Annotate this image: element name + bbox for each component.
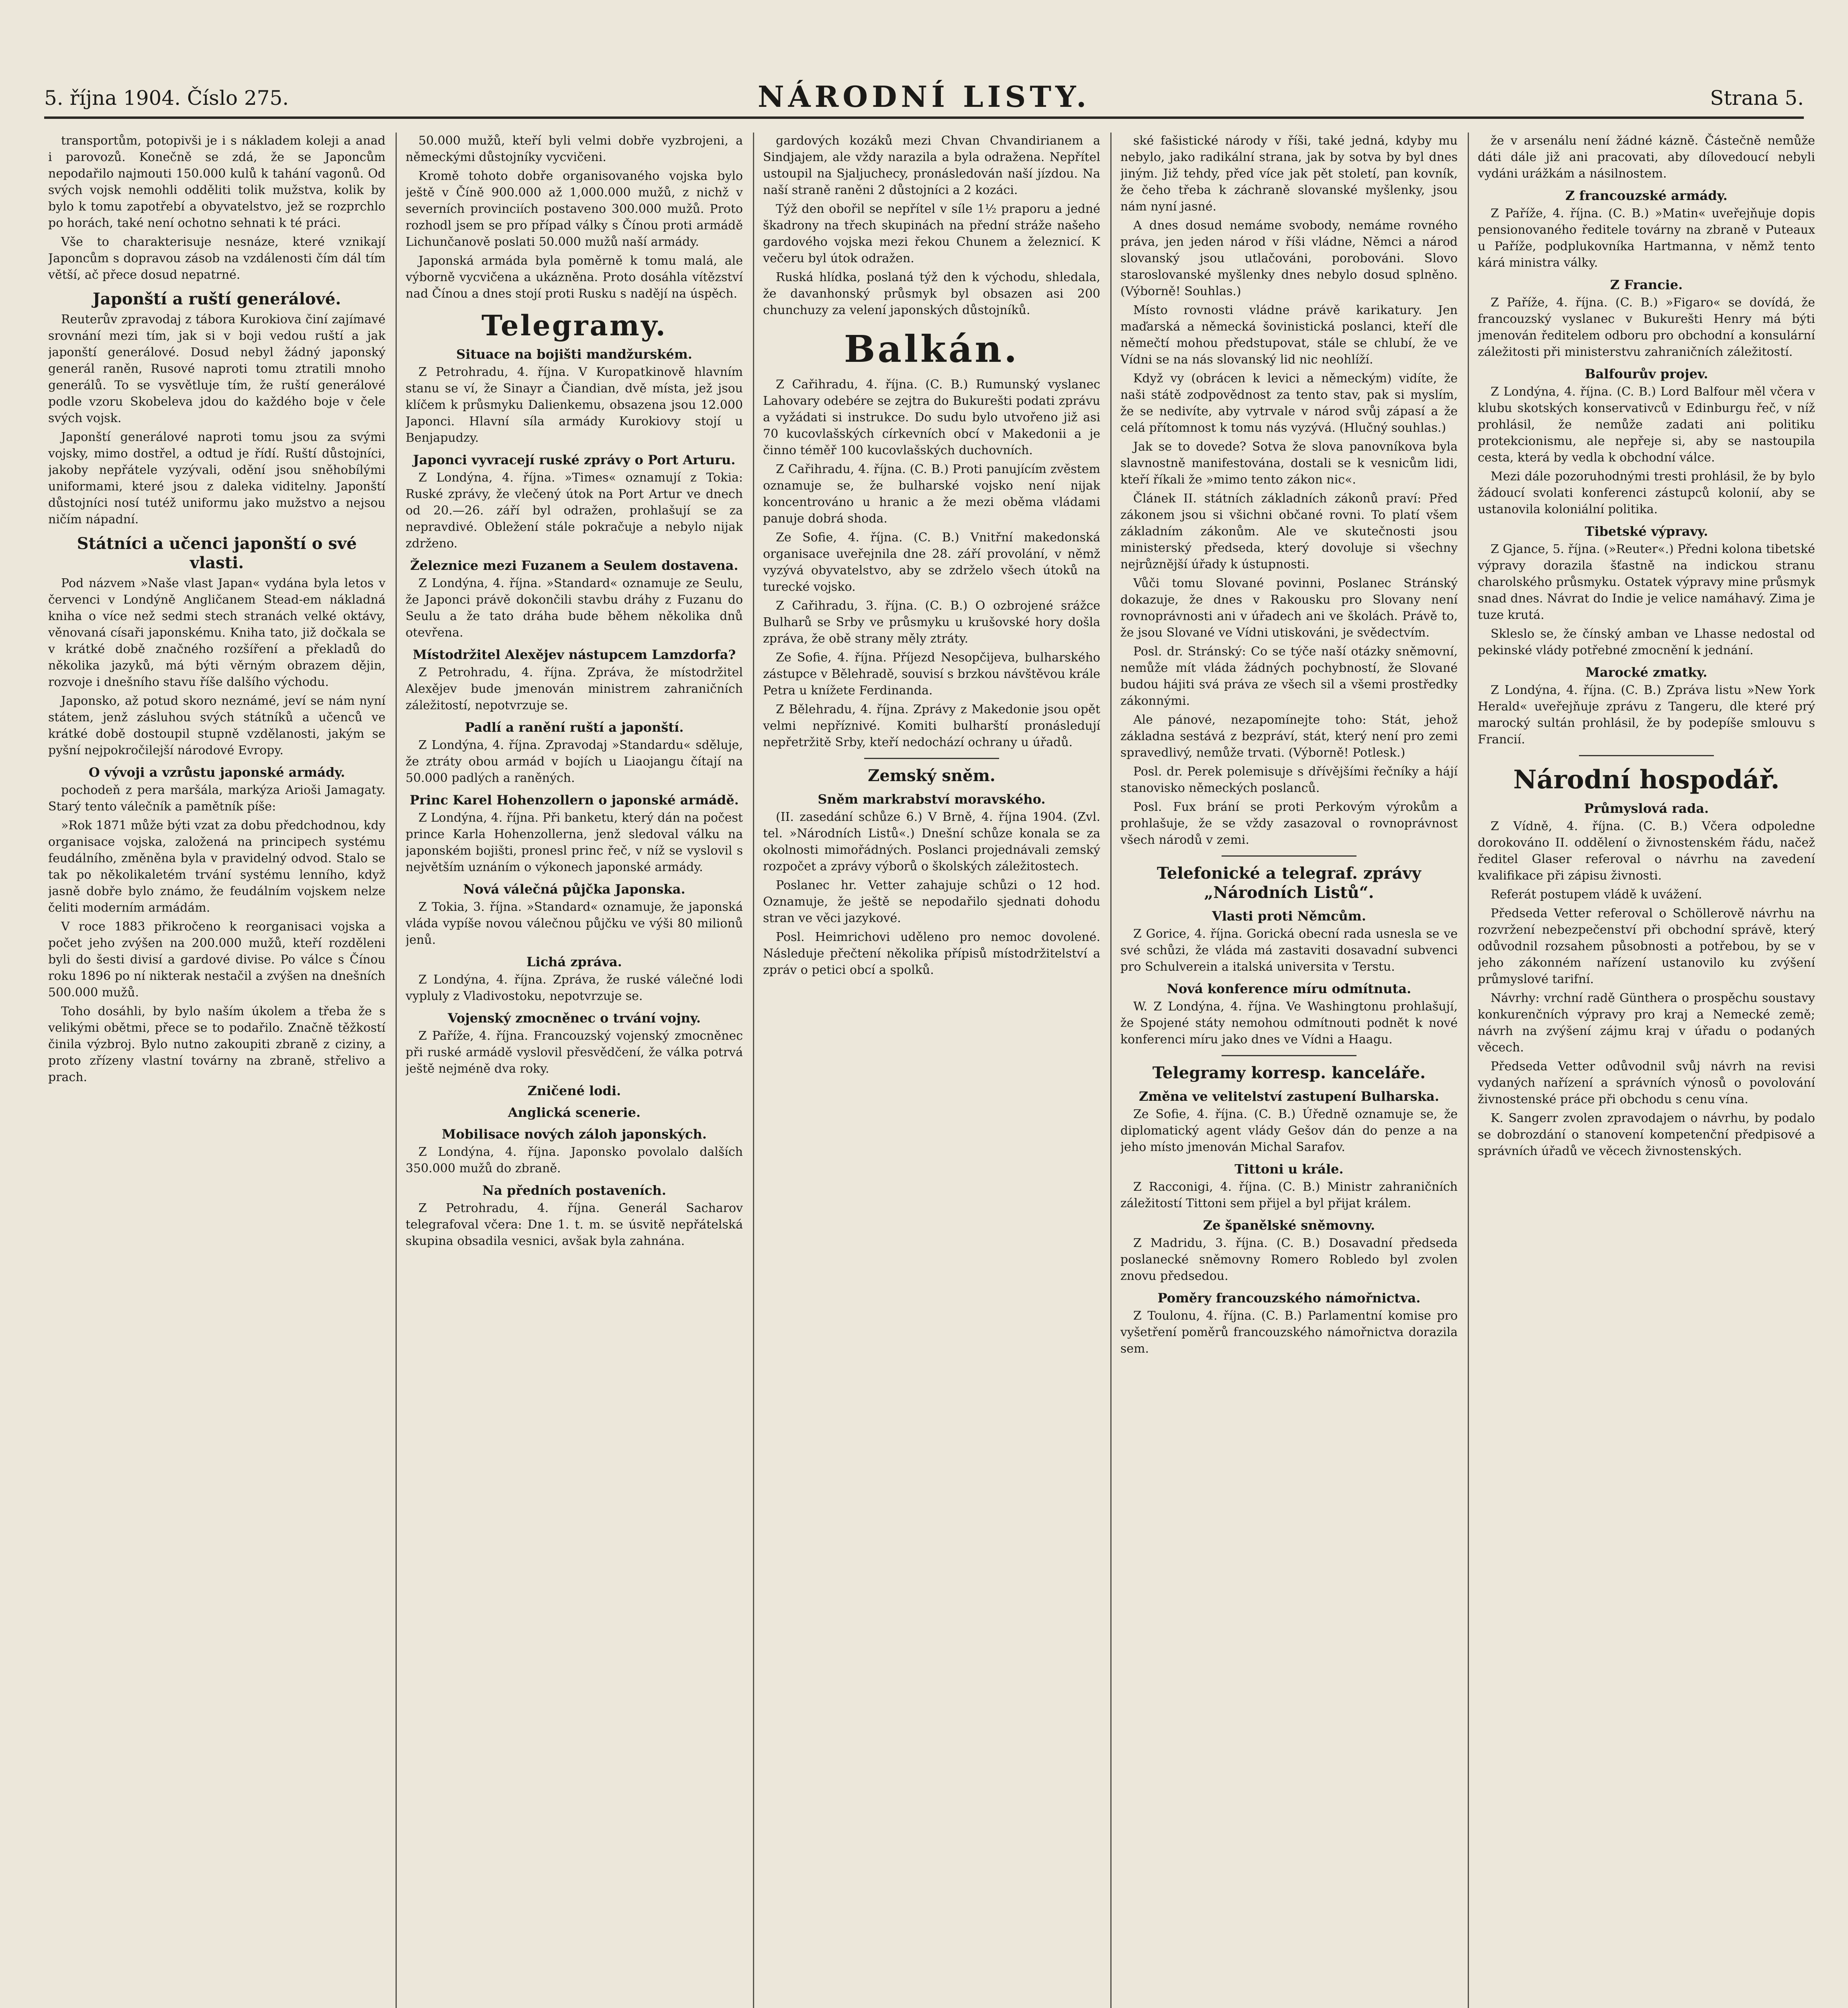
paragraph: Z Londýna, 4. října. »Standard« oznamuje ze Seulu, že Japonci právě dokončili stavbu dráhy z Fuzanu do Seulu a že tato dráha bude během několika dnů otevřena. <box>406 576 743 640</box>
paragraph: že v arsenálu není žádné kázně. Částečně nemůže dáti dále již ani pracovati, aby dílovedoucí nebyli vydáni urážkám a násilnostem. <box>1478 134 1815 181</box>
divider <box>1579 755 1714 756</box>
paragraph: Z Petrohradu, 4. října. V Kuropatkinově hlavním stanu se ví, že Sinayr a Čiandian, dvě místa, jež jsou klíčem k průsmyku Dalienkemu, obsazena jsou 12.000 Japonci. Hlavní síla armády Kurokiovy stojí u Benjapudzy. <box>406 365 743 445</box>
paragraph: Reuterův zpravodaj z tábora Kurokiova činí zajímavé srovnání mezi tím, jak si v boji vedou ruští a jak japonští generálové. Dosud nebyl žádný japonský generál raněn, Rusové naproti tomu ztratili mnoho generálů. To se vysvětluje tím, že ruští generálové podle vzoru Skobeleva jdou do každého boje v čele svých vojsk. <box>48 312 386 425</box>
paragraph: Vůči tomu Slované povinni, Poslanec Stránský dokazuje, že dnes v Rakousku pro Slovany není rovnoprávnosti ani v úřadech ani ve školách. Právě to, že jsou Slované ve Vídni utiskováni, je svědectvím. <box>1120 576 1458 640</box>
paragraph: Kromě tohoto dobře organisovaného vojska bylo ještě v Číně 900.000 až 1,000.000 mužů, z nichž v severních provinciích postaveno 300.000 mužů. Proto rozhodl jsem se pro případ války s Čínou proti armádě Lichunčanově poslati 50.000 mužů naší armády. <box>406 169 743 249</box>
paragraph: Mezi dále pozoruhodnými tresti prohlásil, že by bylo žádoucí svolati konferenci zástupců kolonií, aby se ustanovila koloniální politika. <box>1478 469 1815 516</box>
paragraph: Z Bělehradu, 4. října. Zprávy z Makedonie jsou opět velmi nepříznivé. Komiti bulharští pronásledují nepřetržitě Srby, kteří nedochází ochrany u úřadů. <box>763 702 1100 749</box>
column-3 <box>763 133 1100 2008</box>
paragraph: Z Petrohradu, 4. října. Generál Sacharov telegrafoval včera: Dne 1. t. m. se úsvitě nepřátelská skupina obsadila vesnici, avšak byla zahnána. <box>406 1201 743 1248</box>
section-heading: Na předních postaveních. <box>482 1183 666 1198</box>
section-title-narodni-hospodar: Národní hospodář. <box>1513 765 1780 795</box>
section-heading: Nová konference míru odmítnuta. <box>1167 981 1411 996</box>
paragraph: transportům, potopivši je i s nákladem koleji a anad i parovozů. Konečně se zdá, že se Japoncům nepodařilo najmouti 150.000 kulů k tahání vagonů. Od svých vojsk nemohli odděliti tolik mužstva, kolik by bylo k tomu zapotřebí a obyvatelstvo, jež se rozprchlo po horách, také není ochotno sehnati k té práci. <box>48 134 386 230</box>
paragraph: 50.000 mužů, kteří byli velmi dobře vyzbrojeni, a německými důstojníky vycvičeni. <box>406 134 743 164</box>
paragraph: Ze Sofie, 4. října. (C. B.) Vnitřní makedonská organisace uveřejnila dne 28. září provolání, v němž vyzývá obyvatelstvo, aby se zdrželo všech útoků na turecké vojsko. <box>763 531 1100 594</box>
paragraph: Posl. Fux brání se proti Perkovým výrokům a prohlašuje, že se vždy zasazoval o rovnoprávnost všech národů v zemi. <box>1120 800 1458 847</box>
section-heading: Z Francie. <box>1610 277 1683 292</box>
paragraph: Jak se to dovede? Sotva že slova panovníkova byla slavnostně manifestována, dostali se k vesnicům lidi, kteří říkali že »mimo tento zákon nic«. <box>1120 440 1458 487</box>
issue-date-number: 5. října 1904. Číslo 275. <box>44 86 289 110</box>
paragraph: Článek II. státních základních zákonů praví: Před zákonem jsou si všichni občané rovni. To platí všem základním zákonům. Ale ve skutečnosti jsou ministerský předseda, který dovoluje si všechny nejrůznější úřady k ústupnosti. <box>1120 492 1458 571</box>
paragraph: Předseda Vetter referoval o Schöllerově návrhu na rozvržení nebezpečenství při obchodní správě, který odůvodnil rozsahem působnosti a potřebou, by se v jeho zákonném nařízení ustanovilo ku zvýšení průmyslové tarifní. <box>1478 906 1815 986</box>
section-heading: Balfourův projev. <box>1585 366 1708 382</box>
paragraph: Z Paříže, 4. října. (C. B.) »Matin« uveřejňuje dopis pensionovaného ředitele továrny na zbraně v Puteaux u Paříže, podplukovníka Hartmanna, v němž tento kárá ministra války. <box>1478 206 1815 270</box>
column-rule <box>1110 133 1112 2008</box>
paragraph: Referát postupem vládě k uvážení. <box>1491 888 1702 902</box>
paragraph: »Rok 1871 může býti vzat za dobu předchodnou, kdy organisace vojska, založená na principech systému feudálního, změněna byla v pravidelný odvod. Stalo se tak po několikaletém trvání systému lenního, když jasně dobře bylo známo, že feudálním vojskem nelze čeliti moderním armádám. <box>48 818 386 915</box>
paragraph: Z Londýna, 4. října. Zpráva, že ruské válečné lodi vypluly z Vladivostoku, nepotvrzuje se. <box>406 973 743 1003</box>
article-heading: Státníci a učenci japonští o své vlasti. <box>77 534 357 572</box>
paragraph: Z Londýna, 4. října. »Times« oznamují z Tokia: Ruské zprávy, že vlečený útok na Port Artur ve dnech od 20.—26. září byl odražen, prohlašují se za nepravdivé. Obležení stále pokračuje a nebylo nijak zdrženo. <box>406 471 743 551</box>
section-heading: Z francouzské armády. <box>1565 188 1728 203</box>
paragraph: Japonští generálové naproti tomu jsou za svými vojsky, mimo dostřel, a odtud je řídí. Ruští důstojníci, jakoby nepřátele vyzývali, odění jsou sněhobílými uniformami, které jsou z daleka viditelny. Japonští důstojníci nosí tutéž uniformu jako mužstvo a nejsou ničím nápadní. <box>48 430 386 526</box>
paragraph: Z Cařihradu, 4. října. (C. B.) Proti panujícím zvěstem oznamuje se, že bulharské vojsko není nijak koncentrováno u hranic a že mezi oběma vládami panuje dobrá shoda. <box>763 462 1100 526</box>
section-heading: Železnice mezi Fuzanem a Seulem dostavena. <box>410 558 738 573</box>
paragraph: Pod názvem »Naše vlast Japan« vydána byla letos v červenci v Londýně Angličanem Stead-em nákladná kniha o více než sedmi stech stranách velké oktávy, věnovaná císaři japonskému. Kniha tato, již dočkala se v krátké době značného rozšíření a překladů do několika jazyků, má býti věrným obrazem dějin, rozvoje i dnešního stavu říše dalšího východu. <box>48 576 386 689</box>
paragraph: Z Paříže, 4. října. (C. B.) »Figaro« se dovídá, že francouzský vyslanec v Bukurešti Henry má býti jmenován ředitelem odboru pro obchodní a konsulární záležitosti při ministerstvu zahraničních záležitostí. <box>1478 296 1815 359</box>
divider <box>864 758 999 759</box>
paragraph: Z Paříže, 4. října. Francouzský vojenský zmocněnec při ruské armádě vyslovil přesvědčení, že válka potrvá ještě nejméně dva roky. <box>406 1029 743 1076</box>
section-heading: Místodržitel Alexějev nástupcem Lamzdorfa? <box>412 647 736 662</box>
section-heading: Mobilisace nových záloh japonských. <box>442 1126 707 1142</box>
paragraph: Z Londýna, 4. října. Zpravodaj »Standardu« sděluje, že ztráty obou armád v bojích u Liaojangu čítají na 50.000 padlých a raněných. <box>406 738 743 785</box>
masthead-title: NÁRODNÍ LISTY. <box>757 80 1091 114</box>
section-heading: Padlí a ranění ruští a japonští. <box>465 720 684 735</box>
paragraph: Skleslo se, že čínský amban ve Lhasse nedostal od pekinské vlády potřebné zmocnění k jednání. <box>1478 627 1815 657</box>
column-5 <box>1478 133 1815 2008</box>
section-heading: Lichá zpráva. <box>526 954 622 969</box>
section-heading: Vojenský zmocněnec o trvání vojny. <box>448 1010 701 1026</box>
section-title-zemsky-snem: Zemský sněm. <box>868 766 995 785</box>
paragraph: Z Londýna, 4. října. (C. B.) Lord Balfour měl včera v klubu skotských konservativců v Edinburgu řeč, v níž prohlásil, že nemůže zadati ani politiku protekcionismu, ale nepřeje si, aby se nastoupila cesta, která by vedla k obchodní válce. <box>1478 385 1815 465</box>
section-title-telegramy-korresp: Telegramy korresp. kanceláře. <box>1152 1063 1426 1082</box>
section-heading: Anglická scenerie. <box>508 1105 641 1120</box>
page-number: Strana 5. <box>1710 86 1804 110</box>
paragraph: Z Toulonu, 4. října. (C. B.) Parlamentní komise pro vyšetření poměrů francouzského námořnictva dorazila sem. <box>1120 1309 1458 1356</box>
section-heading: Změna ve velitelství zastupení Bulharska. <box>1139 1089 1439 1104</box>
section-heading: Průmyslová rada. <box>1584 801 1709 816</box>
paragraph: Z Gorice, 4. října. Gorická obecní rada usnesla se ve své schůzi, že vláda má zastaviti dosavadní subvenci pro Schulverein a italská universita v Terstu. <box>1120 927 1458 974</box>
paragraph: W. Z Londýna, 4. října. Ve Washingtonu prohlašují, že Spojené státy nemohou odmítnouti podnět k nové konferenci míru jako dnes ve Vídni a Haagu. <box>1120 1000 1458 1047</box>
column-rule <box>1468 133 1469 2008</box>
divider <box>1222 855 1356 857</box>
section-heading: Princ Karel Hohenzollern o japonské armádě. <box>410 792 739 808</box>
divider <box>1222 1055 1356 1056</box>
paragraph: Z Gjance, 5. října. (»Reuter«.) Předni kolona tibetské výpravy dorazila šťastně na indickou stranu charolského průsmyku. Ostatek výpravy mine průsmyk snad dnes. Návrat do Indie je velice namáhavý. Zima je tuze krutá. <box>1478 542 1815 622</box>
paragraph: A dnes dosud nemáme svobody, nemáme rovného práva, jen jeden národ v říši vládne, Němci a národ slovanský jsou utlačováni, porobováni. Slovo staroslovanské myšlenky dnes nebylo dosud splněno. (Výborně! Souhlas.) <box>1120 218 1458 298</box>
section-heading: Tibetské výpravy. <box>1585 524 1708 539</box>
paragraph: Ze Sofie, 4. října. (C. B.) Úředně oznamuje se, že diplomatický agent vlády Gešov dán do penze a na jeho místo jmenován Michal Sarafov. <box>1120 1107 1458 1154</box>
paragraph: Posl. Heimrichovi uděleno pro nemoc dovolené. Následuje přečtení několika přípisů místodržitelství a zpráv o petici obcí a spolků. <box>763 930 1100 977</box>
section-heading: O vývoji a vzrůstu japonské armády. <box>88 765 345 780</box>
section-heading: Vlasti proti Němcům. <box>1212 908 1366 924</box>
paragraph: Týž den obořil se nepřítel v síle 1½ praporu a jedné škadrony na třech skupinách na přední stráže našeho gardového vojska mezi řekou Chunem a železnicí. K večeru byl útok odražen. <box>763 202 1100 265</box>
paragraph: Z Cařihradu, 3. října. (C. B.) O ozbrojené srážce Bulharů se Srby ve průsmyku u krušovské hory došla zpráva, že obě strany měly ztráty. <box>763 599 1100 646</box>
paragraph: gardových kozáků mezi Chvan Chvandirianem a Sindjajem, ale vždy narazila a byla odražena. Nepřítel ustoupil na Sjaljuchecy, pronásledován naší jízdou. Na naší straně raněni 2 důstojníci a 2 kozáci. <box>763 134 1100 197</box>
paragraph: Z Londýna, 4. října. Japonsko povolalo dalších 350.000 mužů do zbraně. <box>406 1145 743 1175</box>
paragraph: Z Londýna, 4. října. (C. B.) Zpráva listu »New York Herald« uveřejňuje zprávu z Tangeru, dle které prý marocký sultán prohlásil, že by podepíše smlouvu s Francií. <box>1478 683 1815 747</box>
section-heading: Poměry francouzského námořnictva. <box>1157 1290 1421 1306</box>
article-heading: Japonští a ruští generálové. <box>92 290 341 308</box>
paragraph: Když vy (obrácen k levici a německým) vidíte, že naši státě zodpovědnost za tento stav, pak si myslím, že se nedivíte, aby vytrvale v národ svůj zápasí a že celá přítomnost k tomu nás vyzývá. (Hlučný souhlas.) <box>1120 371 1458 435</box>
paragraph: Místo rovnosti vládne právě karikatury. Jen maďarská a německá šovinistická poslanci, kteří dle němečtí mohou předstupovat, stále se chlubí, že ve Vídni se na nás slovanský lid nic neohlíží. <box>1120 303 1458 367</box>
section-heading: Situace na bojišti mandžurském. <box>456 347 692 362</box>
paragraph: Z Cařihradu, 4. října. (C. B.) Rumunský vyslanec Lahovary odebére se zejtra do Bukurešti podati zprávu a vyžádati si instrukce. Do sudu bylo utvořeno již asi 70 kucovlašských církevních obcí v Makedonii a je činno téměř 100 kucovlašských duchovních. <box>763 378 1100 457</box>
paragraph: Z Tokia, 3. října. »Standard« oznamuje, že japonská vláda vypíše novou válečnou půjčku ve výši 80 milionů jenů. <box>406 900 743 947</box>
paragraph: Z Racconigi, 4. října. (C. B.) Ministr zahraničních záležitostí Tittoni sem přijel a byl přijat králem. <box>1120 1180 1458 1210</box>
paragraph: (II. zasedání schůze 6.) V Brně, 4. října 1904. (Zvl. tel. »Národních Listů«.) Dnešní schůze konala se za okolnosti mimořádných. Poslanci projednávali zemský rozpočet a zprávy výborů o školských záležitostech. <box>763 810 1100 873</box>
paragraph: Posl. dr. Perek polemisuje s dřívějšími řečníky a hájí stanovisko německých poslanců. <box>1120 765 1458 795</box>
section-heading: Sněm markrabství moravského. <box>818 792 1046 807</box>
paragraph: Poslanec hr. Vetter zahajuje schůzi o 12 hod. Oznamuje, že ještě se nepodařilo sjednati dohodu stran ve věci jazykové. <box>763 878 1100 925</box>
section-title-telegramy: Telegramy. <box>481 309 667 342</box>
paragraph: Japonsko, až potud skoro neznámé, jeví se nám nyní státem, jenž zásluhou svých státníků a učenců ve krátké době dostoupil stupně vzdělanosti, jakým se pyšní nejpokročilejší národové Evropy. <box>48 694 386 757</box>
paragraph: Vše to charakterisuje nesnáze, které vznikají Japoncům s dopravou zásob na vzdálenosti čím dál tím větší, ač přece dosud nepatrné. <box>48 235 386 282</box>
paragraph: pochodeň z pera maršála, markýza Arioši Jamagaty. Starý tento válečník a pamětník píše: <box>48 783 386 814</box>
paragraph: Ruská hlídka, poslaná týž den k východu, shledala, že davanhonský průsmyk byl obsazen asi 200 chunchuzy za velení japonských důstojníků. <box>763 270 1100 317</box>
paragraph: ské fašistické národy v říši, také jedná, kdyby mu nebylo, jako radikální strana, jak by sotva by byl dnes jiným. Již tehdy, před více jak pět století, pan kovník, že čeho třeba k záchraně slovanské myšlenky, jsou nám nyní jasné. <box>1120 134 1458 214</box>
paragraph: Posl. dr. Stránský: Co se týče naší otázky sněmovní, nemůže mít vláda žádných pochybností, že Slované budou hájiti svá práva ze všech sil a všemi prostředky zákonnými. <box>1120 645 1458 708</box>
paragraph: Toho dosáhli, by bylo naším úkolem a třeba že s velikými obětmi, přece se to podařilo. Značně těžkostí činila výzbroj. Bylo nutno zakoupiti zbraně z ciziny, a proto zřízeny vlastní továrny na zbraně, střelivo a prach. <box>48 1004 386 1084</box>
column-1 <box>48 133 386 2008</box>
paragraph: Ze Sofie, 4. října. Příjezd Nesopčijeva, bulharského zástupce v Bělehradě, souvisí s brzkou návštěvou krále Petra u knížete Ferdinanda. <box>763 651 1100 698</box>
page-header <box>44 76 1804 119</box>
section-title-balkan: Balkán. <box>844 327 1020 371</box>
section-heading: Nová válečná půjčka Japonska. <box>463 882 685 897</box>
section-heading: Japonci vyvracejí ruské zprávy o Port Arturu. <box>413 452 736 467</box>
section-heading: Zničené lodi. <box>527 1083 621 1098</box>
paragraph: V roce 1883 přikročeno k reorganisaci vojska a počet jeho zvýšen na 200.000 mužů, kteří rozděleni byli do šesti divisí a gardové divise. Po válce s Čínou roku 1896 po ní nikterak nestačil a zvýšen na dnešních 500.000 mužů. <box>48 920 386 1000</box>
paragraph: Z Petrohradu, 4. října. Zpráva, že místodržitel Alexějev bude jmenován ministrem zahraničních záležitostí, nepotvrzuje se. <box>406 665 743 712</box>
paragraph: Předseda Vetter odůvodnil svůj návrh na revisi vydaných nařízení a správních výnosů o povolování živnostenské práce při obchodu s cenu vína. <box>1478 1059 1815 1106</box>
section-title-telefonicke-zpravy: Telefonické a telegraf. zprávy „Národních Listů“. <box>1157 864 1422 902</box>
paragraph: Návrhy: vrchní radě Günthera o prospěchu soustavy konkurenčních výpravy pro kraj a Nemecké země; návrh na zvýšení zájmu kraj v úřadu o podaných věcech. <box>1478 991 1815 1055</box>
section-heading: Ze španělské sněmovny. <box>1203 1218 1375 1233</box>
section-heading: Marocké zmatky. <box>1585 665 1707 680</box>
paragraph: Z Vídně, 4. října. (C. B.) Včera odpoledne dorokováno II. oddělení o živnostenském řádu, načež ředitel Glaser referoval o návrhu na zavedení kvalifikace při zápisu živnosti. <box>1478 819 1815 883</box>
paragraph: Z Madridu, 3. října. (C. B.) Dosavadní předseda poslanecké sněmovny Romero Robledo byl zvolen znovu předsedou. <box>1120 1236 1458 1283</box>
column-rule <box>753 133 754 2008</box>
paragraph: Japonská armáda byla poměrně k tomu malá, ale výborně vycvičena a ukázněna. Proto dosáhla vítězství nad Čínou a dnes stojí proti Rusku s nadějí na úspěch. <box>406 254 743 301</box>
paragraph: K. Sangerr zvolen zpravodajem o návrhu, by podalo se dobrozdání o stanovení kompetenční předpisové a správních úřadů ve věcech živnostenských. <box>1478 1111 1815 1158</box>
section-heading: Tittoni u krále. <box>1234 1161 1344 1177</box>
column-2 <box>406 133 743 2008</box>
paragraph: Ale pánové, nezapomínejte toho: Stát, jehož základna sestává z bezpráví, stát, který není pro zemi spravedlivý, nemůže trvati. (Výborně! Potlesk.) <box>1120 713 1458 760</box>
column-rule <box>396 133 397 2008</box>
column-4 <box>1120 133 1458 2008</box>
paragraph: Z Londýna, 4. října. Při banketu, který dán na počest prince Karla Hohenzollerna, jenž sledoval válku na japonském bojišti, pronesl princ řeč, v níž se vyslovil s největším uznáním o výkonech japonské armády. <box>406 811 743 874</box>
